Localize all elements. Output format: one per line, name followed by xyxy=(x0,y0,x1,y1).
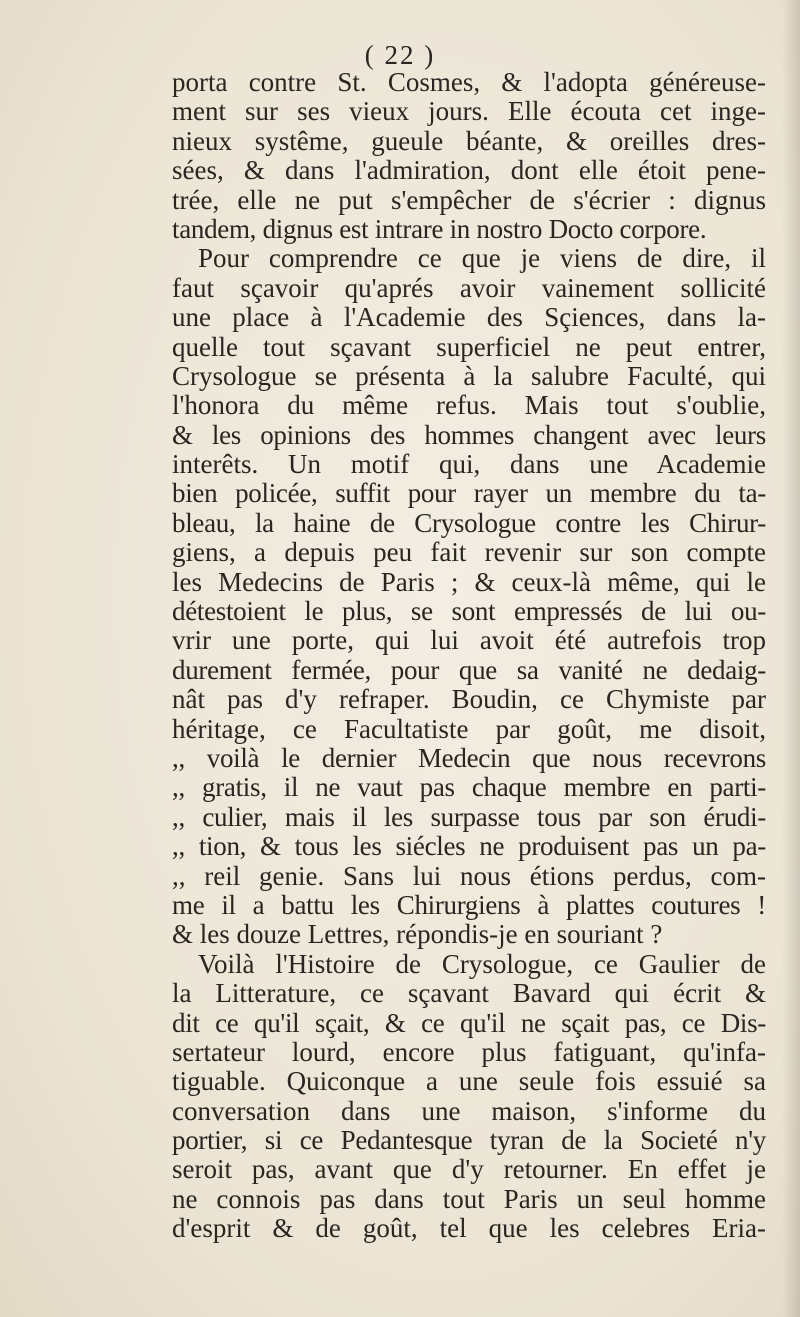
text-line: vrir une porte, qui lui avoit été autrefois trop xyxy=(172,625,766,656)
text-line: faut sçavoir qu'aprés avoir vainement sollicité xyxy=(172,272,766,303)
text-line: ,, culier, mais il les surpasse tous par son érudi- xyxy=(172,801,766,832)
text-line: ne connois pas dans tout Paris un seul homme xyxy=(172,1183,766,1214)
text-line: d'esprit & de goût, tel que les celebres Eria- xyxy=(172,1213,766,1244)
text-line: sertateur lourd, encore plus fatiguant, qu'infa- xyxy=(172,1036,766,1067)
text-line: bleau, la haine de Crysologue contre les Chirur- xyxy=(172,507,766,538)
text-line: ,, reil genie. Sans lui nous étions perdus, com- xyxy=(172,860,766,891)
text-line: durement fermée, pour que sa vanité ne dedaig- xyxy=(172,654,766,685)
text-line: nât pas d'y refraper. Boudin, ce Chymiste par xyxy=(172,684,766,715)
text-line: quelle tout sçavant superficiel ne peut entrer, xyxy=(172,331,766,362)
text-line: une place à l'Academie des Sçiences, dans la- xyxy=(172,302,766,333)
text-line: tandem, dignus est intrare in nostro Docto corpore. xyxy=(172,213,707,244)
text-line: Voilà l'Histoire de Crysologue, ce Gaulier de xyxy=(198,948,766,979)
text-line: l'honora du même refus. Mais tout s'oublie, xyxy=(172,390,766,421)
text-line: conversation dans une maison, s'informe du xyxy=(172,1095,766,1126)
text-line: dit ce qu'il sçait, & ce qu'il ne sçait pas, ce Dis- xyxy=(172,1007,766,1038)
text-line: giens, a depuis peu fait revenir sur son compte xyxy=(172,537,766,568)
text-line: héritage, ce Facultatiste par goût, me disoit, xyxy=(172,713,766,744)
text-line: seroit pas, avant que d'y retourner. En effet je xyxy=(172,1154,766,1185)
text-line: portier, si ce Pedantesque tyran de la Societé n'y xyxy=(172,1125,766,1156)
text-line: ,, gratis, il ne vaut pas chaque membre en parti- xyxy=(172,772,766,803)
text-line: ,, voilà le dernier Medecin que nous recevrons xyxy=(172,742,766,773)
text-line: me il a battu les Chirurgiens à plattes coutures ! xyxy=(172,889,766,920)
text-line: ment sur ses vieux jours. Elle écouta cet inge- xyxy=(172,96,766,127)
text-line: ,, tion, & tous les siécles ne produisent pas un pa- xyxy=(172,831,766,862)
text-line: nieux systême, gueule béante, & oreilles dres- xyxy=(172,125,766,156)
text-line: les Medecins de Paris ; & ceux-là même, qui le xyxy=(172,566,766,597)
text-line: tiguable. Quiconque a une seule fois essuié sa xyxy=(172,1066,766,1097)
text-line: & les opinions des hommes changent avec leurs xyxy=(172,419,766,450)
text-line: trée, elle ne put s'empêcher de s'écrier : dignus xyxy=(172,184,766,215)
text-line: la Litterature, ce sçavant Bavard qui écrit & xyxy=(172,978,766,1009)
page-number: ( 22 ) xyxy=(364,40,436,70)
body-text xyxy=(172,68,766,1244)
text-line: porta contre St. Cosmes, & l'adopta généreuse- xyxy=(172,67,766,97)
text-line: & les douze Lettres, répondis-je en souriant ? xyxy=(172,919,663,950)
text-line: Pour comprendre ce que je viens de dire, il xyxy=(198,243,766,274)
text-line: sées, & dans l'admiration, dont elle étoit pene- xyxy=(172,155,766,186)
text-line: détestoient le plus, se sont empressés de lui ou- xyxy=(172,596,766,627)
text-line: bien policée, suffit pour rayer un membre du ta- xyxy=(172,478,766,509)
text-line: interêts. Un motif qui, dans une Academie xyxy=(172,449,766,480)
text-line: Crysologue se présenta à la salubre Faculté, qui xyxy=(172,360,766,391)
page-edge-shadow xyxy=(782,0,800,1317)
